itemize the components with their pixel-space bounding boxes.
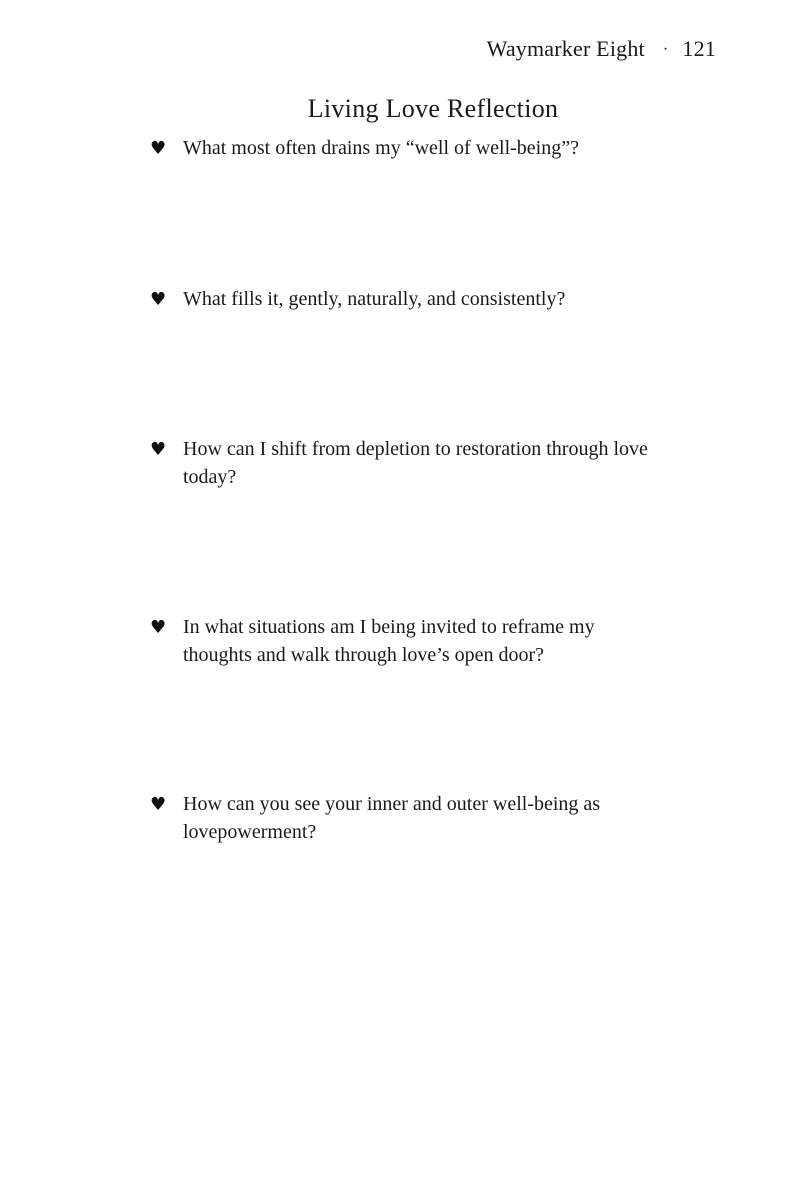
reflection-question <box>150 134 650 162</box>
reflection-question <box>150 613 650 669</box>
chapter-name: Waymarker Eight <box>486 36 645 61</box>
question-text: In what situations am I being invited to reframe my thoughts and walk through love’s open door? <box>183 616 595 666</box>
heart-bullet-icon: ♥ <box>150 794 167 815</box>
page-title: Living Love Reflection <box>307 94 559 123</box>
reflection-question <box>150 435 650 491</box>
header-separator: · <box>662 41 669 58</box>
heart-bullet-icon: ♥ <box>150 439 167 460</box>
question-text: How can I shift from depletion to restoration through love today? <box>183 438 648 488</box>
reflection-question <box>150 790 650 846</box>
heart-bullet-icon: ♥ <box>150 617 167 638</box>
heart-bullet-icon: ♥ <box>150 289 167 310</box>
question-text: How can you see your inner and outer well-being as lovepowerment? <box>183 793 601 843</box>
reflection-question <box>150 285 650 313</box>
heart-bullet-icon: ♥ <box>150 138 167 159</box>
question-text: What fills it, gently, naturally, and consistently? <box>183 288 566 310</box>
running-head <box>487 34 716 65</box>
page-number: 121 <box>682 36 716 61</box>
question-text: What most often drains my “well of well-being”? <box>183 137 579 159</box>
